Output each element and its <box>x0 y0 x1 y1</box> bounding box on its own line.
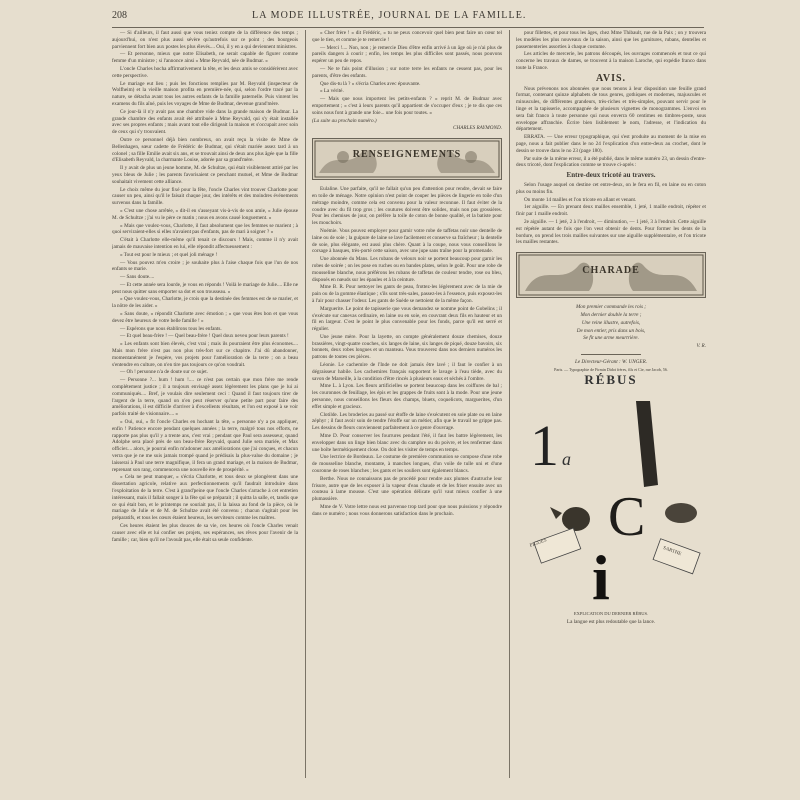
charade-line: Mon premier commande les rois ; <box>575 304 647 311</box>
continuation-note: (La suite au prochain numéro.) <box>312 117 377 124</box>
paragraph: — Merci !.... Non, non ; je remercie Dieu d'être enfin arrivé à un âge où je n'ai plus de pareils dangers à courir ; enfin, les temps les plus difficiles sont passés, nous pouvons espérer un peu de repos. <box>312 44 502 65</box>
story-author: CHARLES RAYMOND. <box>453 125 502 132</box>
paragraph: Une jeune mère. Pour la layette, on compte généralement douze chemises, douze brassières, vingt-quatre couches, six langes de laine, six langes de piqué, douze bavoirs, six bonnets, deux robes longues et un manteau. Vous trouverez dans nos derniers numéros les patrons de toutes ces pièces. <box>312 333 502 361</box>
paragraph: Nous prévenons nos abonnées que nous tenons à leur disposition une feuille grand format, contenant quinze alphabets de tous genres, gothiques et modernes, majuscules et minuscules, de différentes grandeurs, très-riches et très-simples, pouvant servir pour le linge et la tapisserie, accompagnée de plusieurs vignettes de monogrammes. L'envoi en sera fait franco à toute personne qui nous enverra 60 centimes en timbres-poste, sous enveloppe affranchie. Écrire bien lisiblement le nom, l'adresse, et l'indication du département. <box>516 85 706 133</box>
paragraph: « Que voulez-vous, Charlotte, je crois que la destinée des femmes est de se marier, et la nôtre de les aider. » <box>112 296 298 310</box>
paragraph: Le choix même du jour fixé pour la fête, l'oncle Charles vint trouver Charlotte pour causer un peu, ainsi qu'il le faisait chaque jour, des intérêts et des moindres événements survenus dans la famille. <box>112 186 298 207</box>
rebus-digit-one: 1 <box>530 413 559 479</box>
rebus-caption: EXPLICATION DU DERNIER RÉBUS. <box>573 611 649 617</box>
rebus-tag-left-label: FIGUES <box>529 538 548 550</box>
paragraph: Il y avait de plus un jeune homme, M. de Schultze, qui était visiblement attiré par les yeux bleus de Julie ; les parents favorisaient ce penchant mutuel, et Mme de Budmar souhaitait vivement cette alliance. <box>112 165 298 185</box>
column-2 <box>312 30 502 778</box>
paragraph: — Personne ?... hum ! hum !.... ce n'est pas certain que mon frère me rende complétement justice ; il a toujours envisagé assez légèrement les plans que je lui ai communiqués.... Bref, je voulais dire seulement ceci : Quand il faut toujours tirer de l'argent de la terre, quand on n'en peut réserver qu'une petite part pour faire des améliorations, il est difficile d'arriver à d'excellents résultats, et l'on est exposé à se voir parfois traité de visionnaire.... » <box>112 377 298 418</box>
paragraph: Les articles de mercerie, les patrons découpés, les ouvrages commencés et tout ce qui concerne les travaux de dames, se trouvent à la maison Laroche, qui expédie franco dans toute la France. <box>516 51 706 71</box>
paragraph: Noémie. Vous pouvez employer pour garnir votre robe de taffetas noir une dentelle de laine ou de soie ; la guipure de laine se lave facilement et conserve sa fraîcheur ; la dentelle de soie, plus élégante, est aussi plus chère. Quant à la coupe, nous vous conseillons le corsage à basques, très-porté cette saison, avec une jupe sans traîne pour la promenade. <box>312 227 502 255</box>
paragraph: « Sans doute, » répondit Charlotte avec émotion ; « que vous êtes bon et que vous devez être heureux de votre belle famille ! » <box>112 311 298 324</box>
paragraph: Que dis-tu là ? » s'écria Charles avec épouvante. <box>320 80 421 87</box>
paragraph: — Mais que nous importent les petits-enfants ? » reprit M. de Budmar avec emportement ; « c'est à leurs parents qu'il appartient de s'occuper d'eux ; je te dis que ces soins nous font à grande une foie... une fois pour toutes. » <box>312 96 502 116</box>
rebus-letter-a: a <box>562 449 571 470</box>
paragraph: ERRATA. — Une erreur typographique, qui s'est produite au moment de la mise en page, nous a fait publier dans le no 24 l'explication d'un entre-deux au crochet, dont le dessin se trouve dans le no 23 (page 180). <box>516 134 706 154</box>
paragraph: « Cela ne peut manquer, » s'écria Charlotte, et tous deux se plongèrent dans une dissertation agricole, relative aux perfectionnements qu'il faudrait introduire dans l'exploitation de la terre. C'est à grand'peine que l'oncle Charles s'arrache à cet entretien intéressant, mais il fallait songer à la fête qui se préparait ; il quitta la salle, et, tandis que ce qui était bon, et le printemps ne souriait pas, il la laissa au fond de la pièce, où le mariage de Julie et de M. de Schultze avait été convenu ; chacun s'agitait pour les préparatifs, et tous les cœurs étaient heureux, les serviteurs comme les maîtres. <box>112 474 298 522</box>
renseignements-banner <box>312 138 502 180</box>
rebus-illustration <box>516 395 706 605</box>
paragraph: Une lectrice de Bordeaux. Le costume de première communion se compose d'une robe de mousseline blanche, montante, à manches longues, d'un voile de tulle uni et d'une couronne de roses blanches ; les gants et les souliers sont également blancs. <box>312 454 502 475</box>
paragraph: 1er aiguille. — En prenant deux mailles ensemble, 1 jeté, 1 maille endroit, répéter et finir par 1 maille endroit. <box>516 204 706 218</box>
avis-title: AVIS. <box>595 72 627 84</box>
paragraph: « Oui, oui, » fit l'oncle Charles en hochant la tête, « personne n'y a pu appliquer, enfin ! Patience encore pendant quelques années ; la terre, malgré tous nos efforts, ne rapporte pas plus qu'il y a trente ans, c'est vrai ; pendant que Paul sera assesseur, quand Adolphe sera placé près de son beau-frère Reyvald, quand Julie sera mariée, et Max officier.... alors, je pourrai enfin m'adonner aux améliorations que j'ai conçues, et chacun verra que je ne me suis jamais trompé quand je prédisais la plus-value du domaine ; je laisserai à Paul une terre magnifique, il fera un grand mariage, et la maison de Budmar, reprenant son rang, commencera une nouvelle ère de prospérité. » <box>112 419 298 473</box>
page-header <box>112 10 712 24</box>
pattern-body <box>516 182 706 246</box>
paragraph: — Et quel beau-frère ! — Quel beau-frère ! Quel doux neveu pour leurs parents ! <box>120 333 289 340</box>
paragraph: L'oncle Charles hocha affirmativement la tête, et les deux amis se considérèrent avec cette perspective. <box>112 65 298 79</box>
renseignements-body <box>312 186 502 517</box>
avis-body <box>516 86 706 170</box>
rebus-tag-right-label: SARTHE <box>662 546 682 558</box>
paragraph: 2e aiguille. — 1 jeté, 2 à l'endroit, — diminution, — 1 jeté, 3 à l'endroit. Cette aiguille est répétée autant de fois que l'on veut obtenir de dents. Pour former les dents de la bordure, on prend les trois mailles suivantes sur une aiguille supplémentaire, et l'on tricote les mailles restantes. <box>516 218 706 246</box>
charade-title: CHARADE <box>582 265 640 277</box>
paragraph: Mme de V. Votre lettre nous est parvenue trop tard pour que nous puissions y répondre dans ce numéro ; nous vous donnerons satisfaction dans le prochain. <box>312 504 502 517</box>
journal-title: LA MODE ILLUSTRÉE, JOURNAL DE LA FAMILLE. <box>252 10 527 21</box>
rebus-lance-icon <box>636 401 658 487</box>
column-3 <box>516 30 706 778</box>
paragraph: — Si d'ailleurs, il faut aussi que vous teniez compte de la différence des temps ; aujourd'hui, on n'est plus aussi sévère qu'autrefois sur ce point ; des bourgeois parviennent fort bien aux postes les plus élevés.... Oui, il y en a qui deviennent ministres. <box>112 30 298 50</box>
paragraph: Léonie. Le cachemire de l'Inde ne doit jamais être lavé ; il faut le confier à un dégraisseur habile. Les cachemires français supportent le lavage à l'eau tiède, avec du savon de Marseille, à la condition d'être rincés à plusieurs eaux et séchés à l'ombre. <box>312 362 502 382</box>
paragraph: Ce jour-là il n'y avait pas une chambre vide dans la grande maison de Budmar. La grande chambre des enfants avait été attribuée à Mme Reyvald, qui s'y était installée avec ses propres enfants ; mais avant tout elle dirigeait la maison et s'occupait avec soin de ceux qui s'y trouvaient. <box>112 108 298 136</box>
paragraph: Par suite de la même erreur, il a été publié, dans le même numéro 23, un dessin d'entre-deux tricoté, dont l'explication comme se trouve ci-après : <box>516 155 706 169</box>
paragraph: Eulaline. Une parfaite, qu'il ne fallait qu'un peu d'attention pour rendre, devait se faire en toile de ménage. Notre opinion n'est point de couper les pièces de lingerie en toile d'un métrage moindre, comme cela est convenu pour la valeur reconnue. Il faut éviter de la coudre avec du fil trop gros ; les coutures doivent être solides, mais non pas grossières. Pour les chemises de jour, on préfère la toile de coton de bonne qualité, et la batiste pour les mouchoirs. <box>312 186 502 227</box>
rebus-answer: La langue est plus redoutable que la lance. <box>566 619 656 626</box>
paragraph: — Ne te fais point d'illusion ; sur notre terre les enfants ne cessent pas, pour les parents, d'être des enfants. <box>312 65 502 79</box>
paragraph: Selon l'usage auquel on destine cet entre-deux, on le fera en fil, en laine ou en coton plus ou moins fin. <box>516 181 706 195</box>
column-divider <box>509 30 510 778</box>
paragraph: « Tout est pour le mieux ; et quel joli ménage ! <box>120 251 218 258</box>
rebus-puzzle <box>516 372 706 617</box>
paragraph: Une abonnée du Mans. Les rubans de velours noir se portent beaucoup pour garnir les robes de soirée ; on les pose en ruches ou en bandes plates, selon le goût. Pour une robe de mousseline blanche, nous préférons les rubans de taffetas de couleur tendre, rose ou bleu, disposés en nœuds sur les épaules et à la ceinture. <box>312 256 502 283</box>
renseignements-title: RENSEIGNEMENTS <box>352 149 462 161</box>
charade-line: Mon dernier double la terre ; <box>580 311 642 318</box>
paragraph: Mme D. Pour conserver les fourrures pendant l'été, il faut les battre légèrement, les envelopper dans un linge bien blanc avec du camphre ou du poivre, et les renfermer dans une boîte hermétiquement close. On doit les visiter de temps en temps. <box>312 433 502 453</box>
paragraph: C'était à Charlotte elle-même qu'il tenait ce discours ! Mais, comme il n'y avait jamais de mauvaise intention en lui, elle répondit affectueusement : <box>112 237 298 250</box>
paragraph: On monte 14 mailles et l'on tricote en allant et venant. <box>524 196 637 203</box>
rebus-letter-c: C <box>608 486 646 549</box>
column-3-intro <box>516 30 706 72</box>
charade-line: De mon entier, pris dans un bois, <box>576 327 646 334</box>
rebus-pot-icon <box>665 503 697 523</box>
paragraph: « Les enfants sont bien élevés, c'est vrai ; mais ils pourraient être plus économes.... Mais mon frère n'est pas non plus très-fort sur ce chapitre. J'ai dû abandonner, momentanément je l'espère, vos projets pour l'amélioration de la terre ; on a beau s'entendre en culture, on n'en tire pas toujours ce qu'on voudrait. <box>112 341 298 368</box>
paragraph: « C'est une chose arrêtée, » dit-il en s'asseyant vis-à-vis de son amie, « Julie épouse M. de Schultze ; j'ai vu le père ce matin ; nous en avons causé longuement. » <box>112 207 298 221</box>
header-rule <box>112 27 704 28</box>
rebus-title: RÉBUS <box>584 372 638 388</box>
column-divider <box>305 30 306 778</box>
paragraph: Marguerite. Le point de tapisserie que vous demandez se nomme point de Gobelins ; il s'exécute sur canevas ordinaire, en laine ou en soie, en couvrant deux fils en hauteur et un fil en largeur. C'est le point le plus convenable pour les fonds, parce qu'il est serré et régulier. <box>312 305 502 333</box>
paragraph: — Vous pouvez m'en croire ; je souhaite plus à l'aise chaque fois que l'un de nos enfants se marie. <box>112 259 298 273</box>
story-ending <box>312 30 502 117</box>
charade-line: Une reine illustre, autrefois, <box>581 319 641 326</box>
paragraph: Mme B. R. Pour nettoyer les gants de peau, frottez-les légèrement avec de la mie de pain ou de la gomme élastique ; s'ils sont très-sales, passez-les à l'essence, puis exposez-les à l'air pour chasser l'odeur. Les gants de Suède se nettoient de la même façon. <box>312 284 502 304</box>
paragraph: « Mais que voulez-vous, Charlotte, il faut absolument que les femmes se marient ; à quoi serviraient-elles si elles n'avaient pas d'enfants, pas de mari à soigner ? » <box>112 222 298 236</box>
charade-signature: V. R. <box>696 343 706 350</box>
page-number: 208 <box>112 10 127 21</box>
charade-verse <box>516 304 706 342</box>
paragraph: Outre ce personnel déjà bien nombreux, on avait reçu la visite de Mme de Bellenhagen, sœur cadette de Frédéric de Budmar, qui s'était mariée assez tard à un colonel ; sa fille Emilie avait six ans, et se trouvait ainsi de deux ans plus âgée que la fille d'Elisabeth Reyvald, la charmante Louise, adorée par sa grand'mère. <box>112 136 298 164</box>
director-line: Le Directeur-Gérant : W. UNGER. <box>574 358 648 365</box>
paragraph: — Sans doute.... <box>120 274 155 281</box>
pattern-title: Entre-deux tricoté au travers. <box>566 171 656 180</box>
paragraph: Mme L. à Lyon. Les fleurs artificielles se portent beaucoup dans les coiffures de bal ; les couronnes de feuillage, les épis et les grappes de fruits sont à la mode. Pour une jeune personne, nous conseillons les fleurs des champs, bluets, coquelicots, marguerites, d'un effet simple et gracieux. <box>312 383 502 410</box>
paragraph: — Et cette année sera lourde, je vous en réponds ! Voilà le mariage de Julie.... Elle ne peut nous quitter sans emporter sa dot et son trousseau. » <box>112 281 298 295</box>
paragraph: pour fillettes, et pour tous les âges, chez Mme Thibault, rue de la Paix ; on y trouvera les modèles les plus nouveaux de la saison, ainsi que les garnitures, rubans, dentelles et passementeries assorties à chaque costume. <box>516 30 706 50</box>
paragraph: — Oh ! personne n'a de doute sur ce sujet. <box>120 369 208 376</box>
rebus-letter-i: i <box>592 542 610 606</box>
paragraph: « La vérité. <box>320 88 344 95</box>
paragraph: — Espérons que nous établirons tous les enfants. <box>120 325 222 332</box>
paragraph: — Et personne, mieux que notre Elisabeth, ne serait capable de figurer comme femme d'un ministre ; si l'annonce ainsi « Mme Reyvald, née de Budmar. » <box>112 51 298 65</box>
paragraph: « Cher frère ! » dit Frédéric, « tu ne peux concevoir quel bien peut faire un cœur tel que le tien, et comme je te remercie ! <box>312 30 502 43</box>
paragraph: Le mariage eut lieu ; puis les fonctions remplies par M. Reyvald (inspecteur de Wolfheim) et la vieille maison profita en première-née, qui, selon l'ordre tracé par la nature, se détacha avant tous les autres enfants de la famille paternelle. Puis vinrent les examens du fils aîné, puis les voyages de Mme de Budmar, devenue grand'mère. <box>112 80 298 107</box>
rebus-bird-icon <box>562 507 590 531</box>
paragraph: Clotilde. Les broderies au passé sur étoffe de laine s'exécutent en soie plate ou en laine zéphyr ; il faut avoir soin de tendre l'étoffe sur un métier, afin que le travail ne grippe pas. Les dessins de fleurs conviennent parfaitement à ce genre d'ouvrage. <box>312 411 502 432</box>
paragraph: Berthe. Nous ne connaissons pas de procédé pour rendre aux plumes d'autruche leur frisure, autre que de les exposer à la vapeur d'eau chaude et de les friser ensuite avec un couteau à lame mousse. C'est une opération délicate qu'il vaut mieux confier à une plumassière. <box>312 475 502 503</box>
charade-banner <box>516 252 706 298</box>
divider <box>581 354 641 355</box>
column-1 <box>112 30 298 778</box>
column-1-body <box>112 30 298 543</box>
charade-line: Se fit une arme meurtrière. <box>583 335 639 342</box>
paragraph: Ces heures étaient les plus douces de sa vie, ces heures où l'oncle Charles venait causer avec elle et lui confier ses projets, ses espérances, ses rêves pour l'avenir de la famille ; car, bien qu'il ne l'avouât pas, elle était sa seule confidente. <box>112 522 298 543</box>
printer-line: Paris. — Typographie de Firmin Didot frères, fils et Cie, rue Jacob, 56. <box>554 366 668 372</box>
